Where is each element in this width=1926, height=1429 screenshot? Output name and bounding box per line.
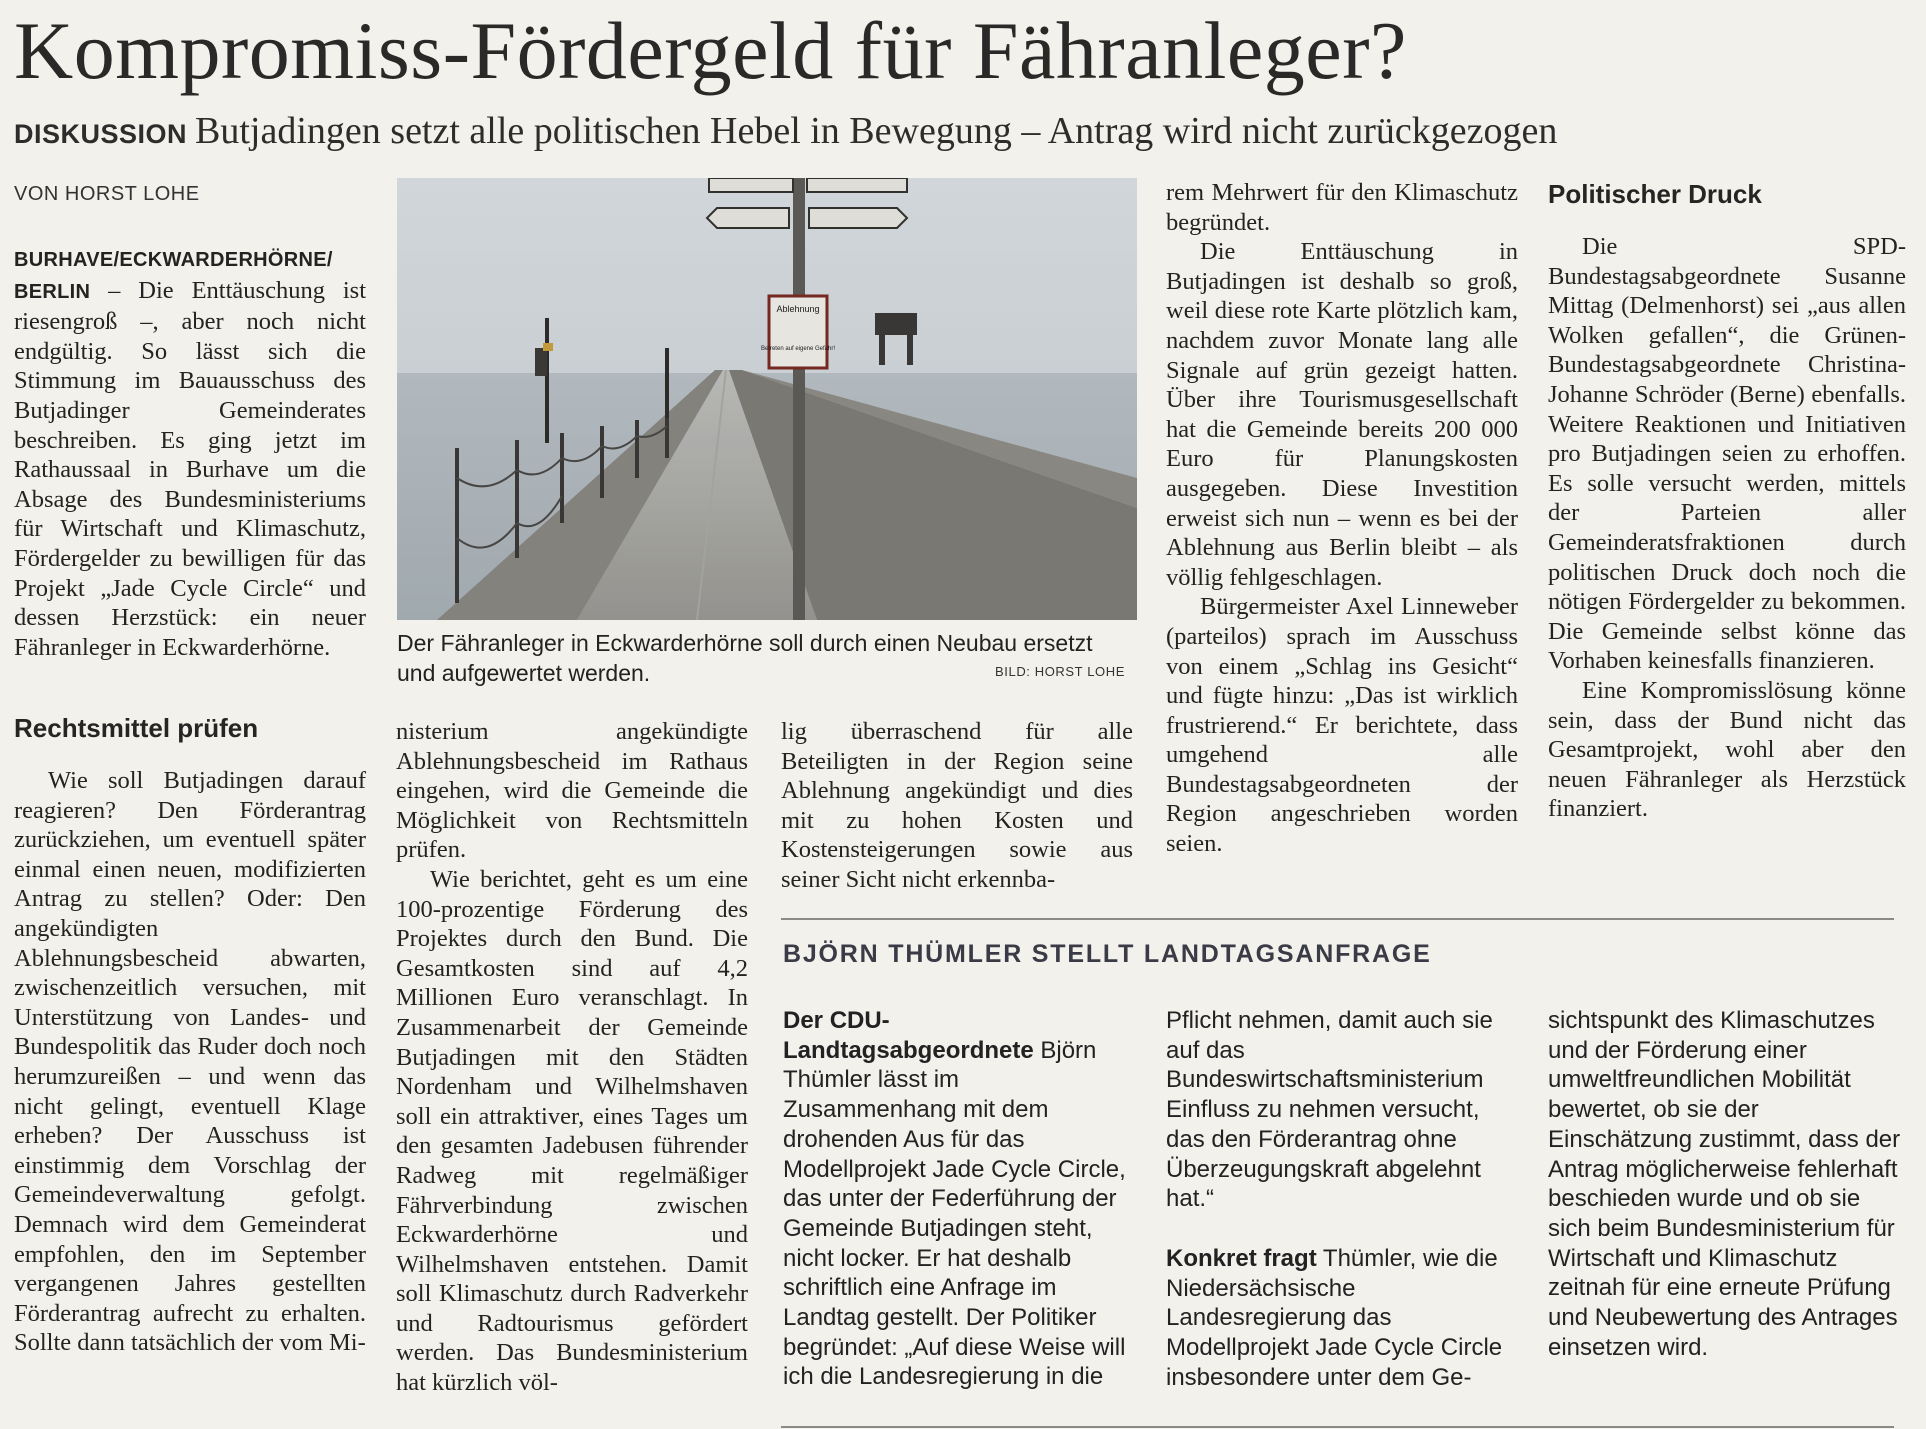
paragraph: Die Enttäuschung in Butjadingen ist deshalb so groß, weil diese rote Karte plötzlich kam, nachdem zuvor Monate lang alle Signale auf grün gezeigt hatten. Über ihre Tourismusgesellschaft hat die Gemeinde bereits 200 000 Euro für Planungskosten ausgegeben. Diese Investition erweist sich nun – wenn es bei der Ablehnung aus Berlin bleibt – als völlig fehlgeschlagen. <box>1166 238 1518 591</box>
article-column-1-lower <box>14 712 366 1358</box>
warning-sign-bottom-text: Betreten auf eigene Gefahr! <box>760 346 836 352</box>
box-top-rule <box>781 918 1894 920</box>
box-column-3 <box>1548 1006 1906 1362</box>
subheadline <box>14 108 1914 157</box>
photo-caption: Der Fähranleger in Eckwarderhörne soll durch einen Neubau ersetzt und aufgewertet werden. <box>397 630 1093 686</box>
warning-sign-top-text: Ablehnung <box>776 304 820 314</box>
lead-paragraph <box>14 244 366 662</box>
box-column-1 <box>783 1006 1133 1392</box>
paragraph: lig überraschend für alle Beteiligten in der Region seine Ablehnung angekündigt und dies mit zu hohen Kosten und Kostensteigerungen sowie aus seiner Sicht nicht erkennba- <box>781 718 1133 893</box>
article-column-3 <box>781 717 1133 895</box>
paragraph: Die SPD-Bundestagsabgeordnete Susanne Mittag (Delmenhorst) sei „aus allen Wolken gefallen“, die Grünen-Bundestagsabgeordnete Christina-Johanne Schröder (Berne) ebenfalls. Weitere Reaktionen und Initiativen pro Butjadingen seien zu erhoffen. Es solle versucht werden, mittels der Parteien aller Gemeinderatsfraktionen durch politischen Druck doch noch die nötigen Fördergelder zu bekommen. Die Gemeinde selbst könne das Vorhaben keinesfalls finanzieren. <box>1548 233 1906 675</box>
subheadline-text: Butjadingen setzt alle politischen Hebel in Bewegung – Antrag wird nicht zurückgezogen <box>195 110 1558 152</box>
ferry-pier-photo <box>397 178 1137 620</box>
byline: VON HORST LOHE <box>14 183 200 205</box>
box-paragraph: Pflicht nehmen, damit auch sie auf das Bundeswirtschaftsministerium Einfluss zu nehmen versucht, das den Förderantrag ohne Überzeugungskraft abgelehnt hat.“ <box>1166 1007 1493 1213</box>
article-column-4 <box>1166 178 1518 859</box>
headline: Kompromiss-Fördergeld für Fähranleger? <box>14 5 1407 96</box>
box-lead: Der CDU-Landtagsabgeordnete <box>783 1007 1034 1064</box>
dateline: BURHAVE/ECKWARDERHÖRNE/ BERLIN <box>14 249 333 303</box>
article-column-5 <box>1548 178 1906 824</box>
box-text: Thümler, wie die Niedersächsische Landesregierung das Modellprojekt Jade Cycle Circle insbesondere unter dem Ge- <box>1166 1244 1503 1391</box>
paragraph: rem Mehrwert für den Klimaschutz begründet. <box>1166 179 1518 236</box>
kicker: DISKUSSION <box>14 119 188 149</box>
pier-photo-illustration <box>397 178 1137 620</box>
paragraph: nisterium angekündigte Ablehnungsbescheid im Rathaus eingehen, wird die Gemeinde die Möglichkeit von Rechtsmitteln prüfen. <box>396 718 748 864</box>
article-column-1 <box>14 244 366 662</box>
paragraph: Eine Kompromisslösung könne sein, dass der Bund nicht das Gesamtprojekt, wohl aber den neuen Fähranleger als Herzstück finanziert. <box>1548 676 1906 823</box>
paragraph-text: – Die Enttäuschung ist riesengroß –, aber noch nicht endgültig. So lässt sich die Stimmung im Bauausschuss des Butjadinger Gemeinderates beschreiben. Es ging jetzt im Rathaussaal in Burhave um die Absage des Bundesministeriums für Wirtschaft und Klimaschutz, Fördergelder zu bewilligen für das Projekt „Jade Cycle Circle“ und dessen Herzstück: ein neuer Fähranleger in Eckwarderhörne. <box>14 276 366 661</box>
box-text: Björn Thümler lässt im Zusammenhang mit dem drohenden Aus für das Modellprojekt Jade Cycle Circle, das unter der Federführung der Gemeinde Butjadingen steht, nicht locker. Er hat deshalb schriftlich eine Anfrage im Landtag gestellt. Der Politiker begründet: „Auf diese Weise will ich die Landesregierung in die <box>783 1036 1126 1391</box>
box-paragraph <box>1166 1244 1516 1393</box>
box-paragraph <box>783 1006 1133 1392</box>
paragraph: Wie berichtet, geht es um eine 100-prozentige Förderung des Projektes durch den Bund. Die Gesamtkosten sind auf 4,2 Millionen Euro veranschlagt. In Zusammenarbeit der Gemeinde Butjadingen mit den Städten Nordenham und Wilhelmshaven soll ein attraktiver, eines Tages um den gesamten Jadebusen führender Radweg mit regelmäßiger Fährverbindung zwischen Eckwarderhörne und Wilhelmshaven entstehen. Damit soll Klimaschutz durch Radverkehr und Radtourismus gefördert werden. Das Bundesministerium hat kürzlich völ- <box>396 865 748 1397</box>
paragraph: Bürgermeister Axel Linneweber (parteilos) sprach im Ausschuss von einem „Schlag ins Gesicht“ und fügte hinzu: „Das ist wirklich frustrierend.“ Er berichtete, dass umgehend alle Bundestagsabgeordneten der Region angeschrieben worden seien. <box>1166 593 1518 858</box>
box-bottom-rule <box>781 1426 1894 1428</box>
photo-credit: BILD: HORST LOHE <box>995 664 1126 679</box>
box-title: BJÖRN THÜMLER STELLT LANDTAGSANFRAGE <box>783 940 1432 968</box>
paragraph: Wie soll Butjadingen darauf reagieren? Den Förderantrag zurückziehen, um eventuell später einmal einen neuen, modifizierten Antrag zu stellen? Oder: Den angekündigten Ablehnungsbescheid abwarten, zwischenzeitlich versuchen, mit Unterstützung von Landes- und Bundespolitik das Ruder doch noch herumzureißen – und wenn das nicht gelingt, eventuell Klage erheben? Der Ausschuss ist einstimmig dem Vorschlag der Gemeindeverwaltung gefolgt. Demnach wird dem Gemeinderat empfohlen, den im September vergangenen Jahres gestellten Förderantrag aufrecht zu erhalten. Sollte dann tatsächlich der vom Mi- <box>14 767 366 1357</box>
box-paragraph: sichtspunkt des Klimaschutzes und der Förderung einer umweltfreundlichen Mobilität bewertet, ob sie der Einschätzung zustimmt, dass der Antrag möglicherweise fehlerhaft beschieden wurde und ob sie sich beim Bundesministerium für Wirtschaft und Klimaschutz zeitnah für eine erneute Prüfung und Neubewertung des Antrages einsetzen wird. <box>1548 1007 1901 1361</box>
subheading-rechtsmittel: Rechtsmittel prüfen <box>14 713 259 743</box>
box-lead: Konkret fragt <box>1166 1244 1317 1272</box>
box-column-2 <box>1166 1006 1516 1392</box>
subheading-politischer-druck: Politischer Druck <box>1548 179 1762 209</box>
article-column-2 <box>396 717 748 1398</box>
